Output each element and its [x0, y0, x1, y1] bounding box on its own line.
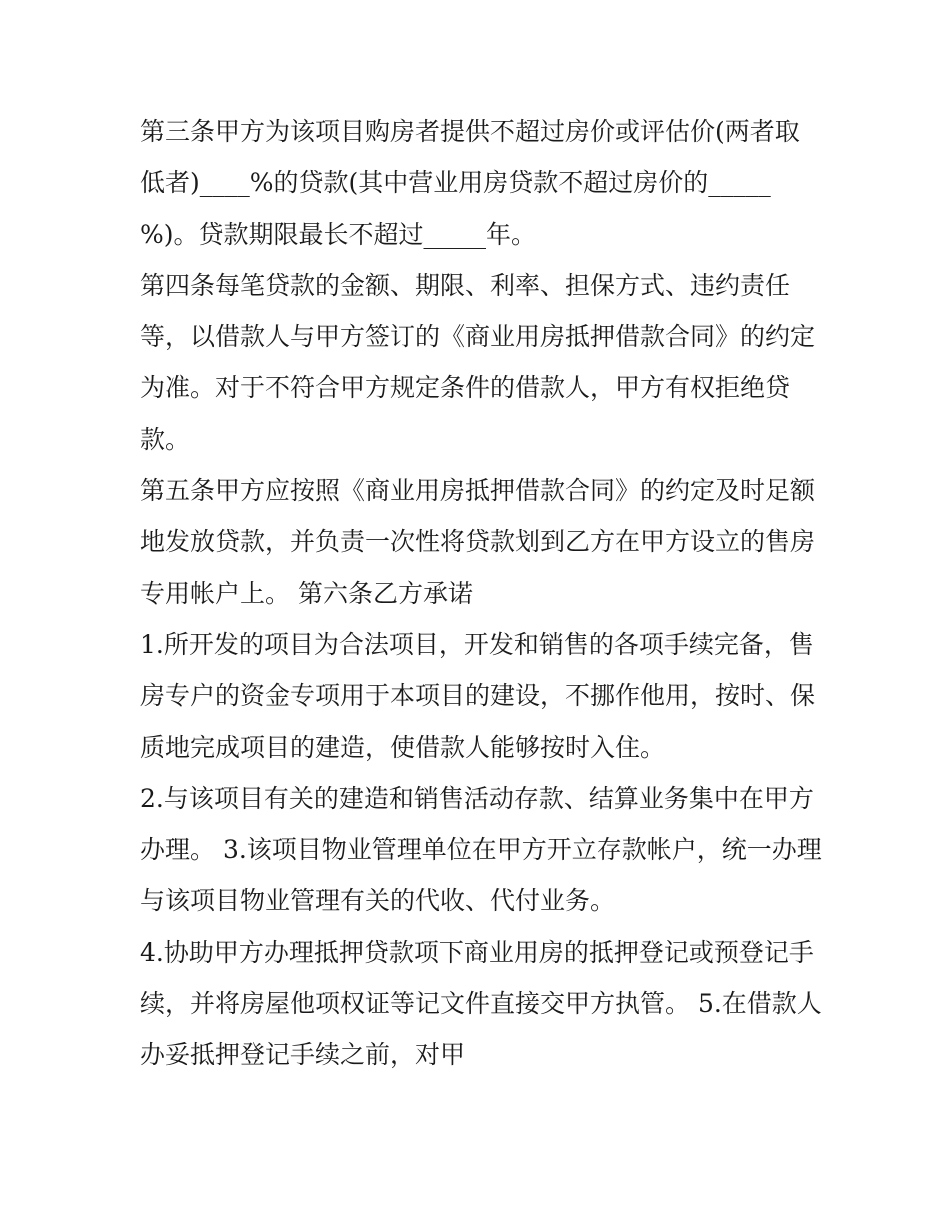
- text-line-item-2-a: 2.与该项目有关的建造和销售活动存款、结算业务集中在甲方: [140, 783, 814, 813]
- text-line-article-4-c: 为准。对于不符合甲方规定条件的借款人，甲方有权拒绝贷: [140, 373, 791, 403]
- text-line-article-4-a: 第四条每笔贷款的金额、期限、利率、担保方式、违约责任: [140, 270, 791, 300]
- text-line-item-3: 与该项目物业管理有关的代收、代付业务。: [140, 886, 616, 916]
- text-line-item-1-b: 房专户的资金专项用于本项目的建设，不挪作他用，按时、保: [140, 681, 816, 711]
- text-line-article-5-c: 专用帐户上。 第六条乙方承诺: [140, 578, 473, 608]
- document-body: [140, 106, 820, 1081]
- text-line-item-4-a: 4.协助甲方办理抵押贷款项下商业用房的抵押登记或预登记手: [140, 937, 814, 967]
- text-line-item-1-c: 质地完成项目的建造，使借款人能够按时入住。: [140, 732, 666, 762]
- text-line-item-2-b: 办理。 3.该项目物业管理单位在甲方开立存款帐户，统一办理: [140, 835, 822, 865]
- text-line-article-5-b: 地发放贷款，并负责一次性将贷款划到乙方在甲方设立的售房: [140, 527, 816, 557]
- text-line-article-5-a: 第五条甲方应按照《商业用房抵押借款合同》的约定及时足额: [140, 476, 816, 506]
- text-line-item-5: 办妥抵押登记手续之前，对甲: [140, 1040, 466, 1070]
- text-line-article-3-c: %)。贷款期限最长不超过_____年。: [140, 219, 537, 249]
- text-line-article-4-d: 款。: [140, 424, 191, 454]
- text-line-article-3-a: 第三条甲方为该项目购房者提供不超过房价或评估价(两者取: [140, 117, 800, 146]
- text-line-item-1-a: 1.所开发的项目为合法项目，开发和销售的各项手续完备，售: [140, 629, 814, 659]
- text-line-item-4-b: 续，并将房屋他项权证等记文件直接交甲方执管。 5.在借款人: [140, 989, 822, 1019]
- text-line-article-3-b: 低者)____%的贷款(其中营业用房贷款不超过房价的_____: [140, 168, 771, 198]
- text-line-article-4-b: 等，以借款人与甲方签订的《商业用房抵押借款合同》的约定: [140, 322, 816, 352]
